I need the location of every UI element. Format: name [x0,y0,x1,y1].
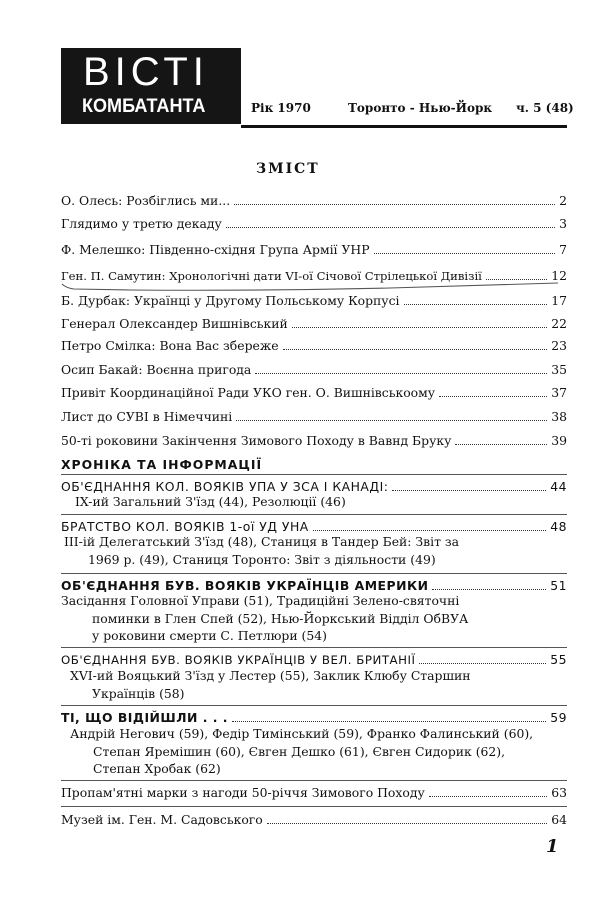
section-divider [61,474,567,475]
issue-year: Рік 1970 [251,101,311,115]
section-divider [61,780,567,781]
toc-entry: О. Олесь: Розбіглись ми... 2 [61,193,567,208]
toc-entry: Музей ім. Ген. М. Садовського 64 [61,812,567,827]
section-line: Андрій Негович (59), Федір Тимінський (59), Франко Фалинський (60), [70,726,534,741]
logo-title: ВІСТІ [83,50,209,94]
section-divider [61,514,567,515]
section-line: IX-ий Загальний З'їзд (44), Резолюції (46) [75,494,346,509]
toc-entry: Ф. Мелешко: Південно-східня Група Армії УНР 7 [61,242,567,257]
section-line: Степан Яремішин (60), Євген Дешко (61), Євген Сидорик (62), [93,744,506,759]
toc-entry: Б. Дурбак: Українці у Другому Польському Корпусі 17 [61,293,567,308]
section-line: поминки в Глен Спей (52), Нью-Йоркський Відділ ОбВУА [92,611,469,626]
toc-entry: Лист до СУВІ в Німеччині 38 [61,409,567,424]
section-divider [61,647,567,648]
section-line: Українців (58) [92,686,185,701]
section-divider [61,705,567,706]
toc-entry: Пропам'ятні марки з нагоди 50-річчя Зимового Походу 63 [61,785,567,800]
section-divider [61,573,567,574]
toc-entry: Генерал Олександер Вишнівський 22 [61,316,567,331]
page-number: 1 [546,836,559,857]
toc-entry: Глядимо у третю декаду 3 [61,216,567,231]
section-title: БРАТСТВО КОЛ. ВОЯКІВ 1-ої УД УНА 48 [61,519,567,534]
section-line: у роковини смерти С. Петлюри (54) [92,628,327,643]
section-line: XVI-ий Вояцький З'їзд у Лестер (55), Заклик Клюбу Старшин [70,668,471,683]
issue-place: Торонто - Нью-Йорк [348,101,493,115]
issue-number: ч. 5 (48) [516,101,574,115]
section-title: ТІ, ЩО ВІДІЙШЛИ . . . 59 [61,710,567,725]
section-title: ОБ'ЄДНАННЯ БУВ. ВОЯКІВ УКРАЇНЦІВ АМЕРИКИ 51 [61,578,567,593]
section-line: Засідання Головної Управи (51), Традиційні Зелено-святочні [61,593,460,608]
toc-entry: Ген. П. Самутин: Хронологічні дати VI-ої Січової Стрілецької Дивізії 12 [61,268,567,283]
logo-subtitle: КОМБАТАНТА [82,96,206,117]
section-line: Степан Хробак (62) [93,761,221,776]
section-line: 1969 р. (49), Станиця Торонто: Звіт з діяльности (49) [88,552,436,567]
section-line: III-ій Делегатський З'їзд (48), Станиця в Тандер Бей: Звіт за [64,534,460,549]
section-divider [61,806,567,807]
chronicle-heading: ХРОНІКА ТА ІНФОРМАЦІЇ [61,457,263,472]
toc-entry: Осип Бакай: Воєнна пригода 35 [61,362,567,377]
toc-entry: Петро Смілка: Вона Вас збереже 23 [61,338,567,353]
toc-entry: 50-ті роковини Закінчення Зимового Походу в Вавнд Бруку 39 [61,433,567,448]
toc-entry: Привіт Координаційної Ради УКО ген. О. Вишнівськоому 37 [61,385,567,400]
section-title: ОБ'ЄДНАННЯ КОЛ. ВОЯКІВ УПА У ЗСА І КАНАДІ: 44 [61,479,567,494]
contents-title: ЗМІСТ [256,161,320,177]
masthead-logo [61,48,241,124]
section-title: ОБ'ЄДНАННЯ БУВ. ВОЯКІВ УКРАЇНЦІВ У ВЕЛ. БРИТАНІЇ 55 [61,652,567,667]
header-rule [241,125,567,128]
